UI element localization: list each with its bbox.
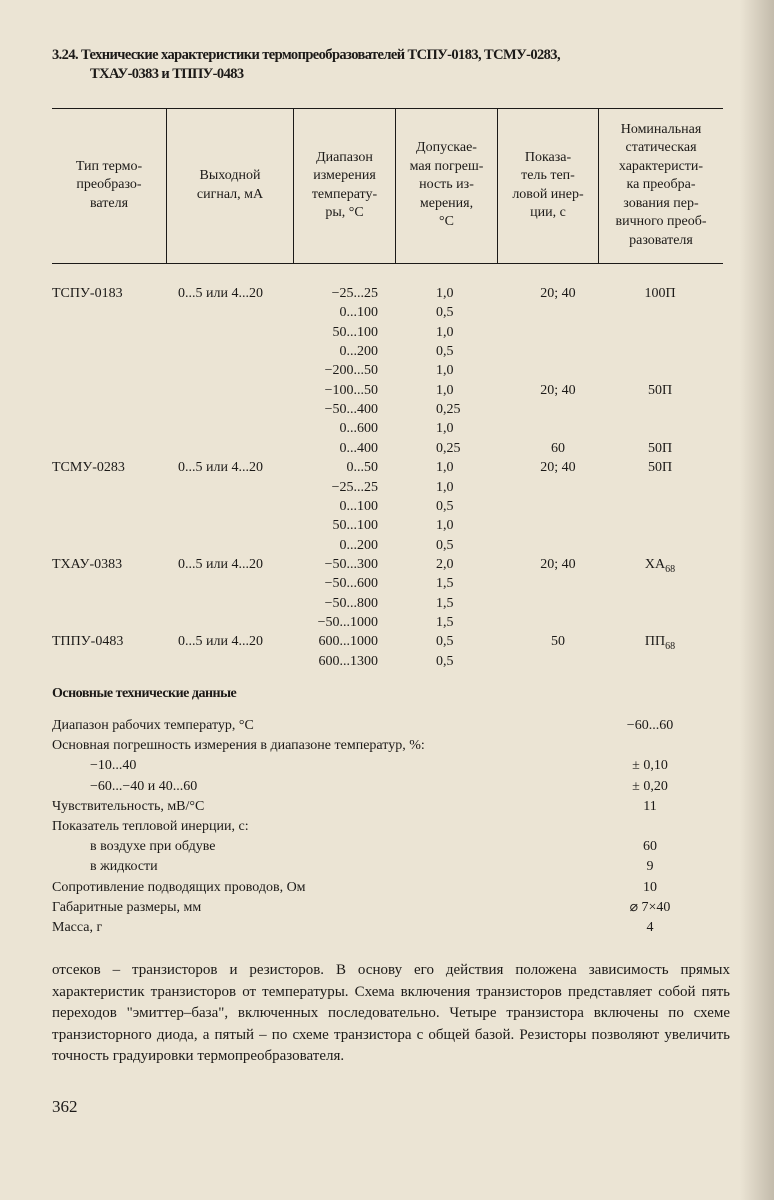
spec-row [0, 837, 774, 857]
cell-range-text: 0...100 [339, 305, 378, 321]
cell-range-text: 600...1000 [318, 634, 378, 650]
cell-range-text: −25...25 [331, 479, 378, 495]
spec-row [0, 817, 774, 837]
table-row [0, 439, 774, 458]
cell-error: 1,0 [436, 479, 454, 495]
cell-inertia: 20; 40 [540, 556, 576, 572]
table-row [0, 594, 774, 613]
table-header-rule [52, 263, 723, 264]
cell-nsh [620, 439, 700, 458]
table-row [0, 574, 774, 593]
cell-error: 0,25 [436, 440, 461, 456]
header-line: ры, °С [325, 205, 364, 220]
header-line: Номинальная [620, 121, 702, 137]
cell-nsh-subscript: 68 [665, 563, 676, 575]
cell-range-text: 0...200 [339, 537, 378, 553]
spec-row [0, 716, 774, 736]
cell-type: ТСПУ-0183 [52, 286, 123, 301]
header-nsh [599, 108, 723, 263]
cell-error: 1,5 [436, 614, 454, 630]
spec-value: 11 [643, 798, 657, 814]
cell-range-text: −200...50 [324, 363, 378, 379]
cell-signal: 0...5 или 4...20 [178, 460, 263, 476]
spec-row [0, 777, 774, 797]
header-signal [167, 108, 293, 263]
spec-label: Основная погрешность измерения в диапазоне температур, %: [52, 738, 425, 754]
specs-title: Основные технические данные [52, 686, 237, 701]
cell-range-text: 0...100 [339, 498, 378, 514]
table-row [0, 555, 774, 574]
header-line: ность из- [419, 177, 474, 193]
header-line: ка преобра- [626, 177, 696, 193]
table-row [0, 361, 774, 380]
header-line: Показа- [524, 149, 572, 165]
cell-error: 0,5 [436, 634, 454, 650]
cell-range-text: 0...400 [339, 440, 378, 456]
header-line: вателя [89, 195, 129, 211]
cell-range-text: 0...50 [346, 460, 378, 476]
cell-type: ТППУ-0483 [52, 634, 124, 650]
cell-range-text: −50...600 [324, 576, 378, 592]
cell-nsh [620, 458, 700, 477]
spec-label: Чувствительность, мВ/°С [52, 798, 205, 814]
page-number: 362 [52, 1097, 78, 1116]
cell-inertia: 20; 40 [540, 286, 576, 301]
table-row [0, 323, 774, 342]
cell-nsh-main: ПП [644, 634, 666, 650]
table-row [0, 458, 774, 477]
cell-error: 1,0 [436, 324, 454, 340]
cell-inertia: 50 [551, 634, 565, 650]
spec-value: ⌀ 7×40 [629, 899, 671, 915]
cell-inertia: 20; 40 [540, 460, 576, 476]
table-row [0, 536, 774, 555]
table-row [0, 400, 774, 419]
spec-value: 10 [643, 879, 657, 895]
header-line: преобразо- [76, 177, 142, 193]
cell-nsh [620, 284, 700, 303]
cell-error: 0,5 [436, 344, 454, 360]
caption-line-1: 3.24. Технические характеристики термопреобразователей ТСПУ-0183, ТСМУ-0283, [52, 47, 560, 63]
header-line: мая погреш- [409, 158, 484, 174]
cell-type: ТХАУ-0383 [52, 556, 123, 572]
caption-line-2: ТХАУ-0383 и ТППУ-0483 [90, 66, 244, 82]
cell-inertia: 60 [551, 440, 565, 456]
header-line: вичного преоб- [615, 214, 707, 230]
header-line: Тип термо- [75, 158, 143, 174]
spec-row [0, 918, 774, 938]
cell-error: 0,25 [436, 402, 461, 418]
table-row [0, 381, 774, 400]
header-line: сигнал, мА [196, 186, 264, 202]
cell-error: 1,0 [436, 363, 454, 379]
header-line: измерения [313, 168, 376, 183]
spec-label: Габаритные размеры, мм [52, 899, 202, 915]
header-type [52, 108, 166, 263]
spec-value: −60...60 [626, 718, 674, 733]
header-line: ции, с [530, 205, 566, 220]
table-row [0, 284, 774, 303]
spec-value: ± 0,10 [632, 758, 668, 774]
table-row [0, 497, 774, 516]
table-row [0, 342, 774, 361]
spec-label: в жидкости [90, 859, 158, 875]
spec-label: −60...−40 и 40...60 [90, 778, 198, 794]
body-paragraph: отсеков – транзисторов и резисторов. В основу его действия положена зависимость прямых характеристик транзисторов от температуры. Схема включения транзисторов представляет собой пять переходов "эмиттер–база", включенных последовательно. Четыре транзистора включены по схеме транзисторного диода, а пятый – по схеме транзистора с общей базой. Резисторы позволяют увеличить точность градуировки термопреобразователя. [52, 962, 730, 1064]
cell-nsh [620, 555, 700, 575]
cell-range-text: −50...800 [324, 595, 378, 611]
spec-label: в воздухе при обдуве [90, 839, 216, 855]
spec-value: 4 [646, 920, 654, 935]
cell-error: 2,0 [436, 556, 454, 572]
cell-range-text: −50...1000 [317, 614, 378, 630]
cell-nsh-subscript: 68 [665, 641, 676, 653]
cell-signal: 0...5 или 4...20 [178, 556, 263, 572]
cell-signal: 0...5 или 4...20 [178, 286, 263, 301]
cell-range-text: −25...25 [331, 286, 378, 301]
cell-nsh-main: 50П [647, 440, 673, 456]
cell-error: 1,0 [436, 286, 454, 301]
spec-label: Сопротивление подводящих проводов, Ом [52, 879, 306, 895]
cell-range-text: −50...300 [324, 556, 378, 572]
cell-signal: 0...5 или 4...20 [178, 634, 263, 650]
cell-range-text: −50...400 [324, 402, 378, 418]
cell-inertia: 20; 40 [540, 382, 576, 398]
spec-row [0, 857, 774, 877]
cell-error: 1,0 [436, 518, 454, 534]
header-line: Диапазон [316, 149, 373, 165]
cell-error: 1,5 [436, 576, 454, 592]
spec-label: Диапазон рабочих температур, °С [52, 718, 254, 733]
spec-row [0, 736, 774, 756]
cell-error: 1,0 [436, 382, 454, 398]
cell-error: 1,0 [436, 460, 454, 476]
cell-range-text: 0...200 [339, 344, 378, 360]
spec-value: 9 [646, 859, 654, 875]
header-line: Допускае- [416, 140, 477, 156]
header-line: °С [439, 214, 454, 230]
spec-row [0, 898, 774, 918]
table-row [0, 632, 774, 651]
header-line: температу- [311, 186, 378, 202]
header-line: тель теп- [521, 168, 575, 183]
header-line: разователя [629, 232, 693, 248]
cell-error: 0,5 [436, 653, 454, 669]
spec-value: 60 [643, 839, 657, 855]
cell-range-text: −100...50 [324, 382, 378, 398]
cell-nsh-main: 100П [644, 286, 676, 301]
cell-nsh [620, 632, 700, 652]
header-range [294, 108, 395, 263]
table-row [0, 478, 774, 497]
cell-error: 1,5 [436, 595, 454, 611]
spec-row [0, 797, 774, 817]
spec-value: ± 0,20 [632, 778, 668, 794]
table-row [0, 652, 774, 671]
cell-range-text: 0...600 [339, 421, 378, 437]
cell-range-text: 50...100 [332, 518, 378, 534]
cell-nsh-main: 50П [647, 382, 673, 398]
header-line: характеристи- [618, 158, 704, 174]
spec-row [0, 756, 774, 776]
table-row [0, 613, 774, 632]
header-line: зования пер- [623, 195, 699, 211]
header-line: мерения, [419, 195, 474, 211]
spec-row [0, 878, 774, 898]
header-line: ловой инер- [512, 186, 584, 202]
spec-label: Показатель тепловой инерции, с: [52, 819, 249, 834]
header-inertia [498, 108, 598, 263]
cell-nsh-main: 50П [647, 460, 673, 476]
header-line: статическая [625, 140, 697, 156]
table-row [0, 419, 774, 438]
table-caption [52, 46, 712, 84]
spec-label: Масса, г [52, 920, 103, 935]
cell-error: 0,5 [436, 305, 454, 321]
cell-range-text: 600...1300 [318, 653, 378, 669]
cell-type: ТСМУ-0283 [52, 460, 125, 476]
cell-nsh-main: ХА [644, 556, 666, 572]
table-row [0, 303, 774, 322]
cell-error: 0,5 [436, 537, 454, 553]
header-line: Выходной [199, 168, 261, 183]
cell-error: 1,0 [436, 421, 454, 437]
table-row [0, 516, 774, 535]
spec-label: −10...40 [90, 758, 137, 774]
header-error [396, 108, 497, 263]
cell-nsh [620, 381, 700, 400]
cell-error: 0,5 [436, 498, 454, 514]
cell-range-text: 50...100 [332, 324, 378, 340]
